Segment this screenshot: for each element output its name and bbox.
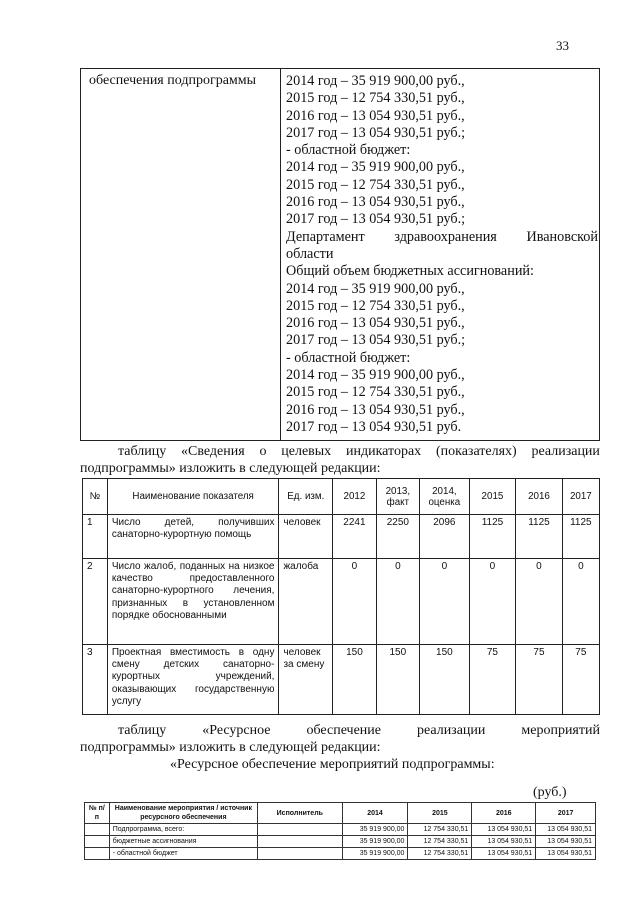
- funding-line: 2016 год – 13 054 930,51 руб.,: [286, 401, 465, 418]
- funding-lines: 2014 год – 35 919 900,00 руб., 2015 год – 12 754 330,51 руб., 2016 год – 13 054 930,51 руб., 2017 год – 13 054 930,51 руб.; - областной бюджет: 2014 год – 35 919 900,00 руб., 2015 год – 12 754 330,51 руб., 2016 год – 13 054 930,51 руб., 2017 год – 13 054 930,51 руб.; Департамент здравоохранения Ивановской области Общий объем бюджетных ассигнований: 2014 год – 35 919 900,00 руб., 2015 год – 12 754 330,51 руб., 2016 год – 13 054 930,51 руб., 2017 год – 13 054 930,51 руб.; - областной бюджет: 2014 год – 35 919 900,00 руб., 2015 год – 12 754 330,51 руб., 2016 год – 13 054 930,51 руб., 2017 год – 13 054 930,51 руб.: [286, 73, 598, 435]
- paragraph-word: целевых: [281, 444, 332, 459]
- value-cell: 1125: [516, 515, 563, 559]
- value-cell: 75: [469, 645, 516, 715]
- unit-cell: жалоба: [279, 559, 333, 645]
- unit-cell: человек: [279, 515, 333, 559]
- row-number-cell: [85, 848, 110, 860]
- funding-line: 2016 год – 13 054 930,51 руб.,: [286, 315, 465, 332]
- table-row: [83, 559, 600, 645]
- paragraph-resources: таблицу «Ресурсное обеспечение реализации мероприятий подпрограммы» изложить в следующей редакции: «Ресурсное обеспечение мероприятий подпрограммы:: [80, 723, 600, 772]
- executor-cell: [258, 824, 342, 836]
- value-cell: 35 919 900,00: [342, 824, 408, 836]
- value-cell: 0: [333, 559, 376, 645]
- value-cell: 35 919 900,00: [342, 848, 408, 860]
- indicator-name-cell: Проектная вместимость в одну смену детских санаторно-курортных учреждений, оказывающих государственную услугу: [107, 645, 279, 715]
- value-cell: 75: [516, 645, 563, 715]
- table-row: [85, 848, 596, 860]
- value-cell: 1125: [469, 515, 516, 559]
- paragraph-word: реализации: [531, 444, 600, 459]
- value-cell: 0: [420, 559, 470, 645]
- value-cell: 0: [376, 559, 419, 645]
- value-cell: 0: [516, 559, 563, 645]
- funding-line: 2014 год – 35 919 900,00 руб.,: [286, 280, 465, 297]
- indicator-name-cell: Число детей, получивших санаторно-курортную помощь: [107, 515, 279, 559]
- row-number-cell: 3: [83, 645, 108, 715]
- table-header-cell: 2012: [333, 479, 376, 515]
- table-row: [83, 645, 600, 715]
- paragraph-word: таблицу: [118, 444, 167, 459]
- department-line: Департамент здравоохранения Ивановской: [286, 228, 598, 245]
- table-header-cell: 2014, оценка: [420, 479, 470, 515]
- row-number-cell: [85, 836, 110, 848]
- funding-label: обеспечения подпрограммы: [89, 73, 257, 88]
- funding-line: 2014 год – 35 919 900,00 руб.,: [286, 73, 465, 89]
- table-header-cell: 2015: [469, 479, 516, 515]
- table-header-cell: 2015: [408, 803, 472, 824]
- funding-line: - областной бюджет:: [286, 142, 411, 159]
- indicator-name-cell: Число жалоб, поданных на низкое качество предоставленного санаторно-курортного лечения, признанных в установленном порядке обоснованными: [107, 559, 279, 645]
- table-header-cell: Наименование показателя: [107, 479, 279, 515]
- paragraph-word: индикаторах: [345, 444, 422, 459]
- executor-cell: [258, 836, 342, 848]
- paragraph-word: (показателях): [435, 444, 517, 459]
- value-cell: 2096: [420, 515, 470, 559]
- funding-line: 2015 год – 12 754 330,51 руб.,: [286, 384, 465, 401]
- funding-line: 2016 год – 13 054 930,51 руб.,: [286, 194, 465, 211]
- funding-table: [80, 68, 600, 441]
- funding-line: 2015 год – 12 754 330,51 руб.,: [286, 297, 465, 314]
- table-header-cell: 2014: [342, 803, 408, 824]
- value-cell: 35 919 900,00: [342, 836, 408, 848]
- funding-line: 2017 год – 13 054 930,51 руб.;: [286, 332, 466, 349]
- unit-cell: человек за смену: [279, 645, 333, 715]
- value-cell: 150: [333, 645, 376, 715]
- resource-table: [84, 802, 596, 860]
- activity-name-cell: бюджетные ассигнования: [109, 836, 257, 848]
- indicators-table: [82, 478, 600, 715]
- table-header-cell: № п/п: [85, 803, 110, 824]
- paragraph-word: «Сведения: [181, 444, 245, 459]
- value-cell: 13 054 930,51: [536, 824, 596, 836]
- table-header-cell: 2016: [472, 803, 536, 824]
- table-row: [83, 515, 600, 559]
- paragraph-word: «Ресурсное: [202, 723, 271, 738]
- row-number-cell: 2: [83, 559, 108, 645]
- value-cell: 150: [420, 645, 470, 715]
- activity-name-cell: Подпрограмма, всего:: [109, 824, 257, 836]
- value-cell: 0: [562, 559, 599, 645]
- value-cell: 2241: [333, 515, 376, 559]
- table-row: [85, 824, 596, 836]
- table-header-cell: 2013, факт: [376, 479, 419, 515]
- page-number: 33: [556, 38, 569, 53]
- funding-line: 2014 год – 35 919 900,00 руб.,: [286, 159, 465, 176]
- executor-cell: [258, 848, 342, 860]
- value-cell: 150: [376, 645, 419, 715]
- value-cell: 1125: [562, 515, 599, 559]
- table-row: [85, 836, 596, 848]
- value-cell: 13 054 930,51: [472, 824, 536, 836]
- activity-name-cell: - областной бюджет: [109, 848, 257, 860]
- funding-line: - областной бюджет:: [286, 349, 411, 366]
- table-header-cell: Ед. изм.: [279, 479, 333, 515]
- table-header-cell: 2017: [536, 803, 596, 824]
- paragraph-word: о: [259, 444, 267, 459]
- value-cell: 2250: [376, 515, 419, 559]
- value-cell: 0: [469, 559, 516, 645]
- funding-line: Общий объем бюджетных ассигнований:: [286, 263, 534, 280]
- table-header-cell: 2016: [516, 479, 563, 515]
- funding-line: 2014 год – 35 919 900,00 руб.,: [286, 367, 465, 384]
- value-cell: 13 054 930,51: [472, 848, 536, 860]
- funding-line: 2017 год – 13 054 930,51 руб.;: [286, 124, 466, 141]
- paragraph-word: реализации: [416, 723, 486, 738]
- value-cell: 13 054 930,51: [536, 836, 596, 848]
- table-header-cell: Наименование мероприятия / источник ресурсного обеспечения: [109, 803, 257, 824]
- value-cell: 12 754 330,51: [408, 824, 472, 836]
- currency-unit: (руб.): [533, 785, 567, 800]
- funding-line: 2016 год – 13 054 930,51 руб.,: [286, 107, 465, 124]
- paragraph-word: обеспечение: [306, 723, 382, 738]
- funding-line: 2015 год – 12 754 330,51 руб.,: [286, 176, 465, 193]
- funding-line: 2017 год – 13 054 930,51 руб.;: [286, 211, 466, 228]
- paragraph-word: мероприятий: [521, 723, 600, 738]
- table-header-cell: 2017: [562, 479, 599, 515]
- value-cell: 12 754 330,51: [408, 836, 472, 848]
- table-header-cell: Исполнитель: [258, 803, 342, 824]
- row-number-cell: [85, 824, 110, 836]
- value-cell: 75: [562, 645, 599, 715]
- value-cell: 13 054 930,51: [472, 836, 536, 848]
- paragraph-word: таблицу: [118, 723, 167, 738]
- funding-line: 2015 год – 12 754 330,51 руб.,: [286, 90, 465, 107]
- value-cell: 13 054 930,51: [536, 848, 596, 860]
- funding-line: 2017 год – 13 054 930,51 руб.: [286, 418, 462, 435]
- table-header-cell: №: [83, 479, 108, 515]
- row-number-cell: 1: [83, 515, 108, 559]
- value-cell: 12 754 330,51: [408, 848, 472, 860]
- paragraph-indicators: таблицу «Сведения о целевых индикаторах (показателях) реализации подпрограммы» изложить в следующей редакции:: [80, 444, 600, 476]
